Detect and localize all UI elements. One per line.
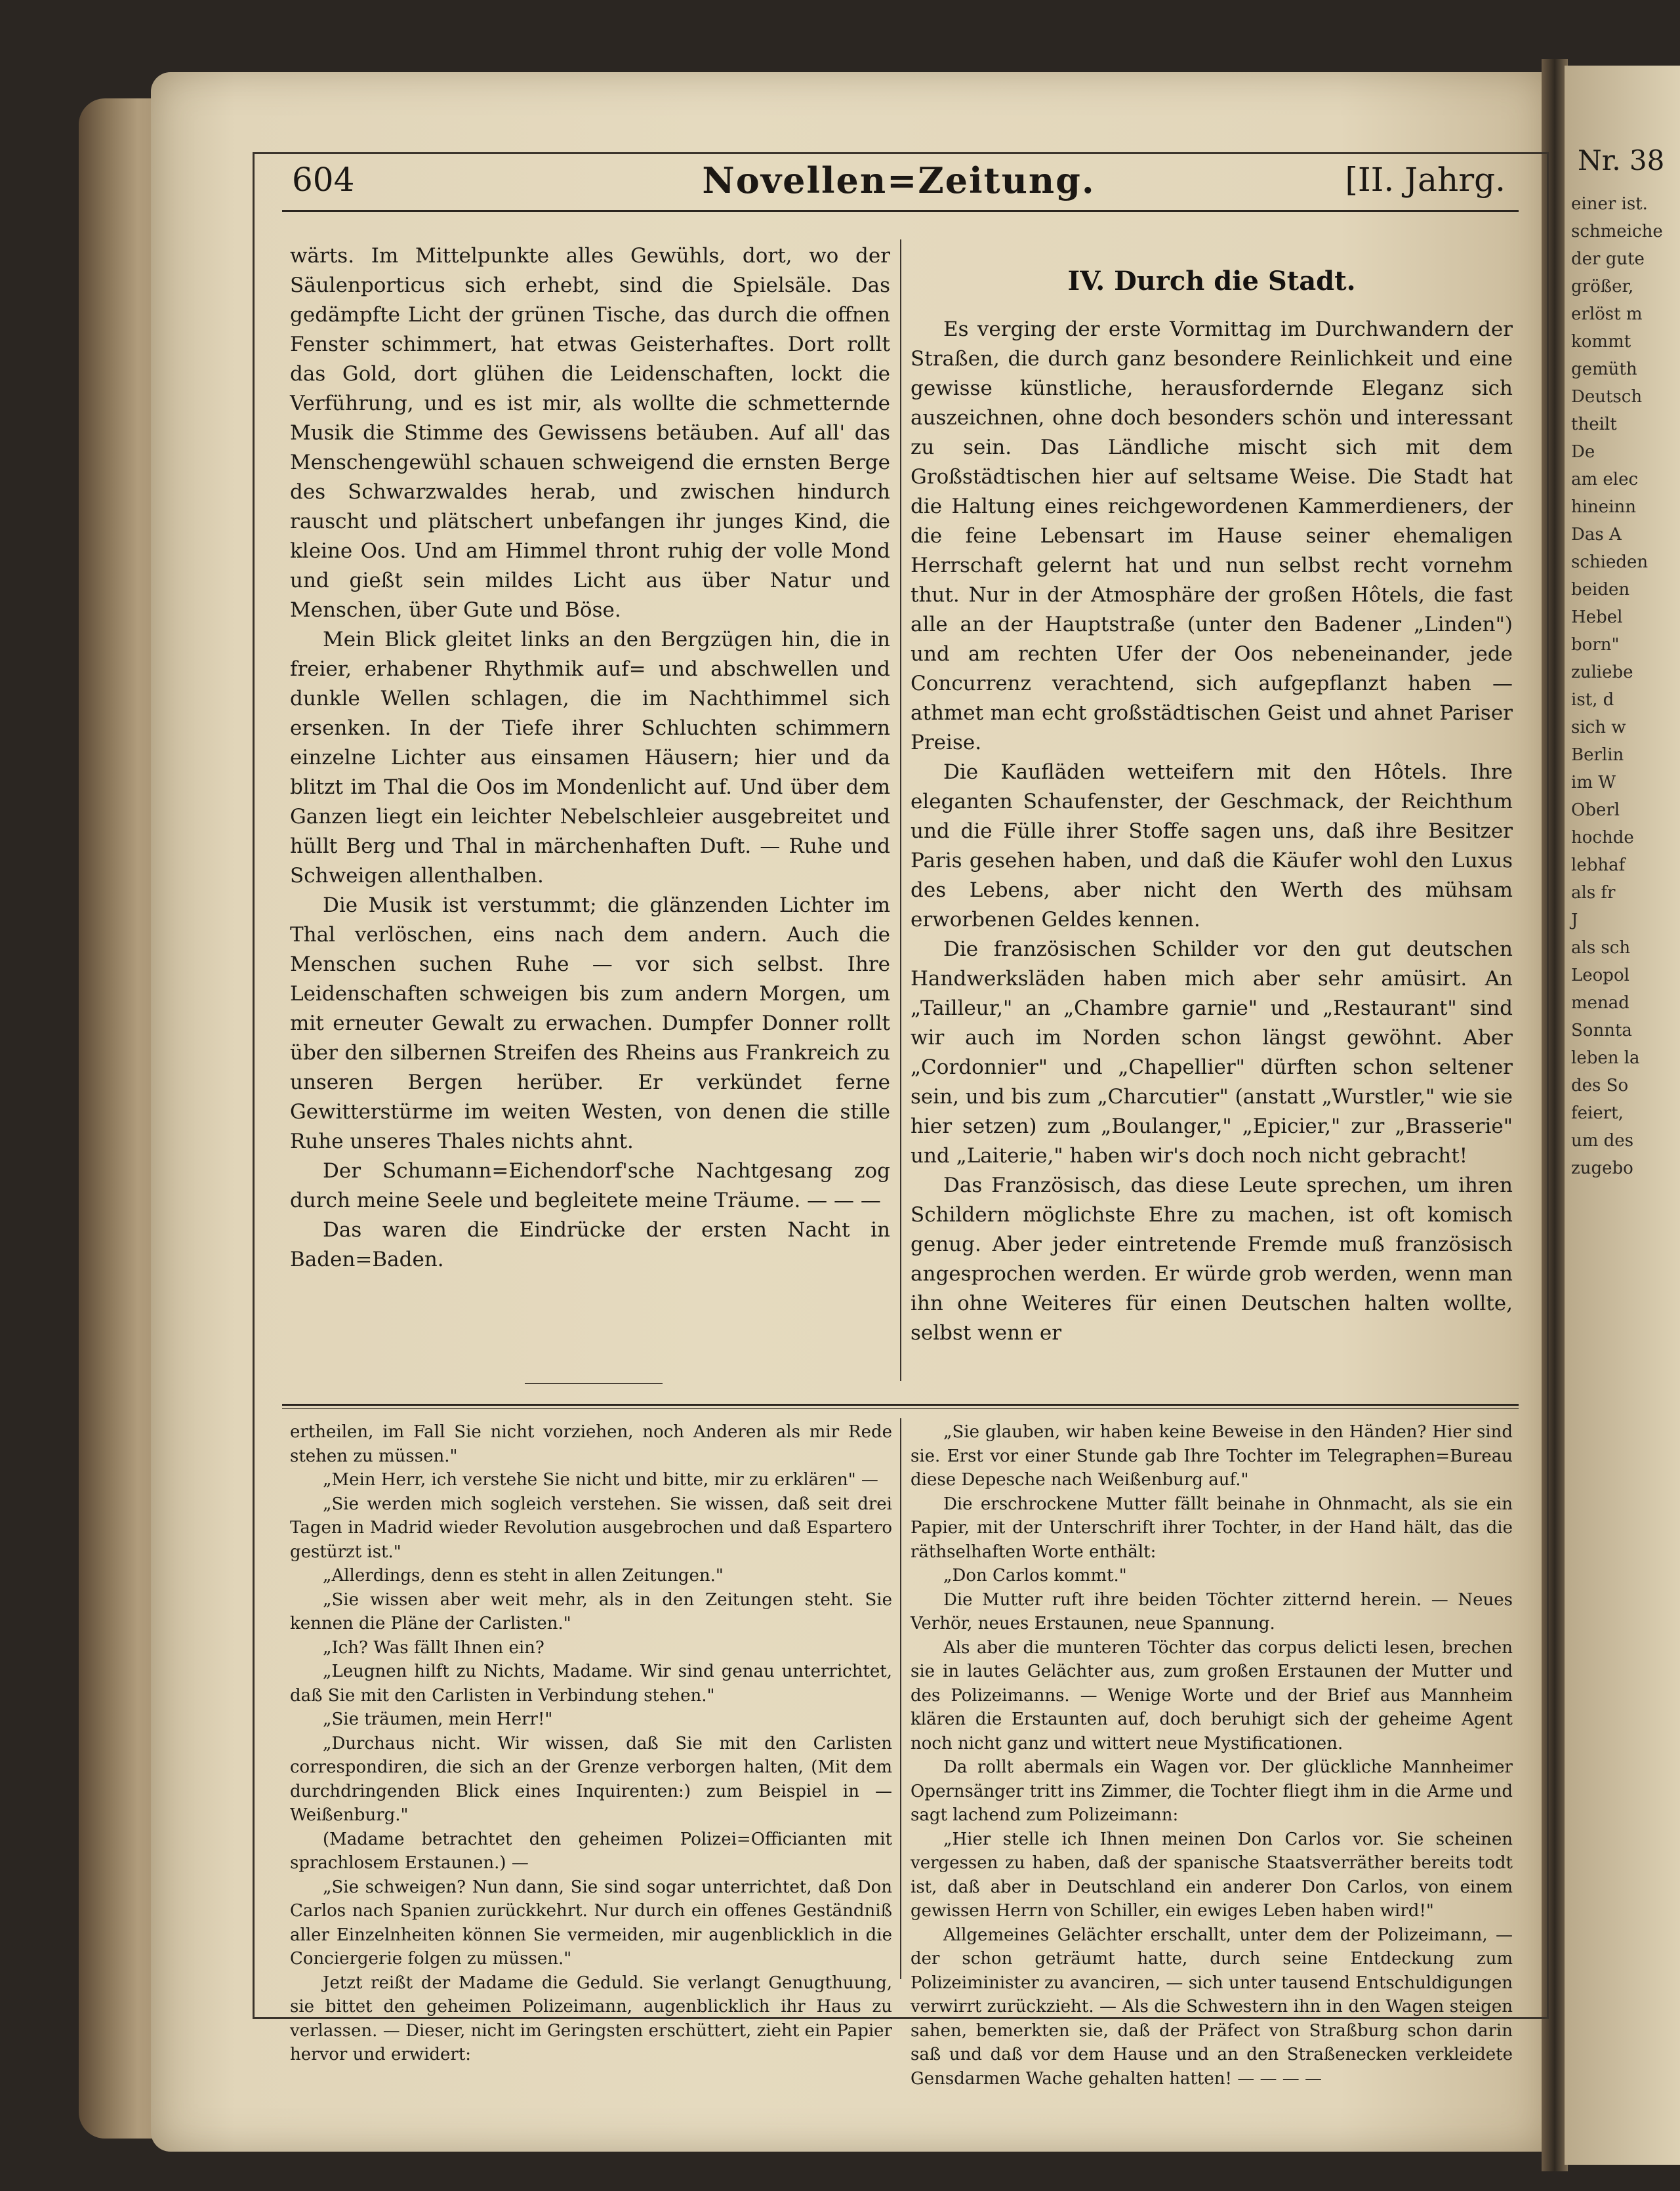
paragraph: „Sie wissen aber weit mehr, als in den Zeitungen steht. Sie kennen die Pläne der Carlisten." — [290, 1589, 892, 1633]
paragraph: „Leugnen hilft zu Nichts, Madame. Wir sind genau unterrichtet, daß Sie mit den Carlisten in Verbindung stehen." — [290, 1662, 892, 1706]
upper-right-column — [911, 315, 1513, 1348]
upper-left-column — [290, 241, 890, 1275]
facing-page-column — [1571, 190, 1676, 1182]
facing-page-heading: Nr. 38 — [1578, 144, 1665, 176]
facing-page-line: J — [1571, 911, 1578, 930]
paragraph: Der Schumann=Eichendorf'sche Nachtgesang zog durch meine Seele und begleitete meine Träume. — — — — [290, 1159, 890, 1212]
facing-page-line: des So — [1571, 1076, 1629, 1096]
paragraph: „Mein Herr, ich verstehe Sie nicht und bitte, mir zu erklären" — — [323, 1470, 878, 1490]
paragraph: Die Musik ist verstummt; die glänzenden Lichter im Thal verlöschen, eins nach dem andern. Auch die Menschen suchen Ruhe — vor sich selbst. Ihre Leidenschaften schweigen bis zum andern Morgen, um mit erneuter Gewalt zu erwachen. Dumpfer Donner rollt über den silbernen Streifen des Rheins aus Frankreich zu unseren Bergen herüber. Er verkündet ferne Gewitterstürme im weiten Westen, von denen die stille Ruhe unseres Thales nichts ahnt. — [290, 893, 890, 1153]
facing-page-line: schieden — [1571, 552, 1649, 572]
facing-page-line: beiden — [1571, 580, 1630, 600]
facing-page-line: zugebo — [1571, 1158, 1633, 1178]
facing-page-fragment — [1565, 66, 1680, 2165]
facing-page-line: hineinn — [1571, 497, 1636, 517]
paragraph: „Sie schweigen? Nun dann, Sie sind sogar unterrichtet, daß Don Carlos nach Spanien zurückkehrt. Nur durch ein offenes Geständniß aller Einzelnheiten können Sie vermeiden, mir augenblicklich in die Conciergerie folgen zu müssen." — [290, 1877, 892, 1969]
facing-page-line: feiert, — [1571, 1103, 1624, 1123]
facing-page-line: hochde — [1571, 828, 1634, 848]
lower-right-column — [911, 1420, 1513, 2091]
paragraph: Die erschrockene Mutter fällt beinahe in Ohnmacht, als sie ein Papier, mit der Unterschrift ihrer Tochter, in der Hand hält, das die räthselhaften Worte enthält: — [911, 1494, 1513, 1562]
facing-page-line: Das A — [1571, 525, 1622, 544]
facing-page-line: Oberl — [1571, 800, 1620, 820]
facing-page-line: Sonnta — [1571, 1021, 1632, 1040]
feuilleton-rule — [282, 1404, 1519, 1406]
facing-page-line: lebhaf — [1571, 855, 1626, 875]
facing-page-line: leben la — [1571, 1048, 1640, 1068]
facing-page-line: im W — [1571, 773, 1616, 792]
paragraph: „Sie glauben, wir haben keine Beweise in den Händen? Hier sind sie. Erst vor einer Stunde gab Ihre Tochter im Telegraphen=Bureau diese Depesche nach Weißenburg auf." — [911, 1422, 1513, 1490]
facing-page-line: erlöst m — [1571, 304, 1643, 324]
facing-page-line: größer, — [1571, 277, 1634, 297]
paragraph: „Sie träumen, mein Herr!" — [323, 1710, 553, 1729]
column-divider — [900, 239, 901, 1381]
facing-page-line: theilt — [1571, 415, 1617, 434]
facing-page-line: um des — [1571, 1131, 1634, 1151]
facing-page-line: der gute — [1571, 249, 1645, 269]
facing-page-line: schmeiche — [1571, 222, 1663, 241]
paragraph: „Sie werden mich sogleich verstehen. Sie wissen, daß seit drei Tagen in Madrid wieder Revolution ausgebrochen und daß Espartero gestürzt ist." — [290, 1494, 892, 1562]
paragraph: Die französischen Schilder vor den gut deutschen Handwerksläden haben mich aber sehr amüsirt. An „Tailleur," an „Chambre garnie" und „Restaurant" sind wir auch im Norden schon längst gewöhnt. Aber „Cordonnier" und „Chapellier" dürften schon seltener sein, und bis zum „Charcutier" (anstatt „Wurstler," wie sie hier setzen) zum „Boulanger," „Epicier," zur „Brasserie" und „Laiterie," haben wir's doch noch nicht gebracht! — [911, 937, 1513, 1168]
paragraph: „Allerdings, denn es steht in allen Zeitungen." — [323, 1566, 724, 1586]
paragraph: Das Französisch, das diese Leute sprechen, um ihren Schildern möglichste Ehre zu machen, ist oft komisch genug. Aber jeder eintretende Fremde muß französisch angesprochen werden. Er würde grob werden, wenn man ihn ohne Weiteres für einen Deutschen halten wollte, selbst wenn er — [911, 1174, 1513, 1345]
facing-page-line: einer ist. — [1571, 194, 1648, 214]
paragraph: Da rollt abermals ein Wagen vor. Der glückliche Mannheimer Opernsänger tritt ins Zimmer, die Tochter fliegt ihm in die Arme und sagt lachend zum Polizeimann: — [911, 1757, 1513, 1825]
facing-page-line: De — [1571, 442, 1595, 462]
paragraph: (Madame betrachtet den geheimen Polizei=Officianten mit sprachlosem Erstaunen.) — — [290, 1829, 892, 1873]
page-header — [292, 161, 1506, 207]
page-number: 604 — [292, 161, 355, 199]
paragraph: Die Kaufläden wetteifern mit den Hôtels. Ihre eleganten Schaufenster, der Geschmack, der Reichthum und die Fülle ihrer Stoffe sagen uns, daß ihre Besitzer Paris gesehen haben, und daß die Käufer wohl den Luxus des Lebens, aber nicht den Werth des mühsam erworbenen Geldes kennen. — [911, 760, 1513, 932]
end-rule — [525, 1383, 663, 1384]
paragraph: „Don Carlos kommt." — [943, 1566, 1127, 1586]
lower-left-column — [290, 1420, 892, 2067]
facing-page-line: kommt — [1571, 332, 1631, 352]
paragraph: „Durchaus nicht. Wir wissen, daß Sie mit den Carlisten correspondiren, die sich an der Grenze verborgen halten, (Mit dem durchdringenden Blick eines Inquirenten:) zum Beispiel in — Weißenburg." — [290, 1733, 892, 1825]
paragraph: Es verging der erste Vormittag im Durchwandern der Straßen, die durch ganz besondere Reinlichkeit und eine gewisse künstliche, herausfordernde Eleganz sich auszeichnen, ohne doch besonders schön und interessant zu sein. Das Ländliche mischt sich mit dem Großstädtischen hier auf seltsame Weise. Die Stadt hat die Haltung eines reichgewordenen Kammerdieners, der die feine Lebensart im Hause seiner ehemaligen Herrschaft gelernt hat und nun selbst recht vornehm thut. Nur in der Atmosphäre der großen Hôtels, die fast alle an der Hauptstraße (unter den Badener „Linden") und am rechten Ufer der Oos nebeneinander, jede Concurrenz verachtend, sich aufgepflanzt haben — athmet man echt großstädtischen Geist und ahnet Pariser Preise. — [911, 317, 1513, 754]
paragraph: Als aber die munteren Töchter das corpus delicti lesen, brechen sie in lautes Gelächter aus, zum großen Erstaunen der Mutter und des Polizeimanns. — Wenige Worte und der Brief aus Mannheim klären die Erstaunten auf, doch beruhigt sich der geheime Agent noch nicht ganz und wittert neue Mystificationen. — [911, 1637, 1513, 1753]
feuilleton-rule-thin — [282, 1408, 1519, 1409]
paragraph: „Ich? Was fällt Ihnen ein? — [323, 1637, 544, 1658]
paragraph: Das waren die Eindrücke der ersten Nacht in Baden=Baden. — [290, 1218, 890, 1271]
facing-page-line: Deutsch — [1571, 387, 1643, 407]
lower-column-divider — [900, 1418, 901, 1979]
facing-page-line: Hebel — [1571, 607, 1623, 627]
paragraph: ertheilen, im Fall Sie nicht vorziehen, noch Anderen als mir Rede stehen zu müssen." — [290, 1422, 892, 1466]
facing-page-line: ist, d — [1571, 690, 1614, 710]
paragraph: wärts. Im Mittelpunkte alles Gewühls, dort, wo der Säulenporticus sich erhebt, sind die Spielsäle. Das gedämpfte Licht der grünen Tische, das durch die offnen Fenster schimmert, hat etwas Geisterhaftes. Dort rollt das Gold, dort glühen die Leidenschaften, lockt die Verführung, und es ist mir, als wollte die schmetternde Musik die Stimme des Gewissens betäuben. Auf all' das Menschengewühl schauen schweigend die ernsten Berge des Schwarzwaldes herab, und zwischen hindurch rauscht und plätschert unbefangen ihr junges Kind, die kleine Oos. Und am Himmel thront ruhig der volle Mond und gießt sein mildes Licht aus über Natur und Menschen, über Gute und Böse. — [290, 244, 890, 622]
volume-year: [II. Jahrg. — [1345, 161, 1506, 199]
facing-page-line: sich w — [1571, 718, 1626, 737]
facing-page-line: Leopol — [1571, 966, 1629, 985]
paragraph: Allgemeines Gelächter erschallt, unter dem der Polizeimann, — der schon geträumt hatte, durch seine Entdeckung zum Polizeiminister zu avanciren, — sich unter tausend Entschuldigungen verwirrt zurückzieht. — Als die Schwestern ihn in den Wagen steigen sahen, bemerkten sie, daß der Präfect von Straßburg schon darin saß und daß vor dem Hause und an den Straßenecken verkleidete Gensdarmen Wache gehalten hatten! — — — — — [911, 1925, 1513, 2089]
paragraph: „Hier stelle ich Ihnen meinen Don Carlos vor. Sie scheinen vergessen zu haben, daß der spanische Staatsverräther bereits todt ist, daß aber in Deutschland ein anderer Don Carlos, von einem gewissen Herrn von Schiller, ein ewiges Leben haben wird!" — [911, 1829, 1513, 1921]
header-rule — [282, 210, 1519, 212]
facing-page-line: menad — [1571, 993, 1629, 1013]
facing-page-line: born" — [1571, 635, 1620, 655]
journal-title: Novellen=Zeitung. — [702, 159, 1096, 201]
facing-page-line: gemüth — [1571, 359, 1637, 379]
paragraph: Mein Blick gleitet links an den Bergzügen hin, die in freier, erhabener Rhythmik auf= und abschwellen und dunkle Wellen schlagen, die im Nachthimmel sich ersenken. In der Tiefe ihrer Schluchten schimmern einzelne Lichter aus einsamen Häusern; hier und da blitzt im Thal die Oos im Mondenlicht auf. Und über dem Ganzen liegt ein leichter Nebelschleier ausgebreitet und hüllt Berg und Thal in märchenhaften Duft. — Ruhe und Schweigen allenthalben. — [290, 628, 890, 888]
facing-page-line: zuliebe — [1571, 663, 1633, 682]
facing-page-line: als fr — [1571, 883, 1616, 903]
section-title: IV. Durch die Stadt. — [1067, 266, 1356, 297]
paragraph: Die Mutter ruft ihre beiden Töchter zitternd herein. — Neues Verhör, neues Erstaunen, neue Spannung. — [911, 1589, 1513, 1633]
facing-page-line: am elec — [1571, 470, 1639, 489]
paragraph: Jetzt reißt der Madame die Geduld. Sie verlangt Genugthuung, sie bittet den geheimen Polizeimann, augenblicklich ihr Haus zu verlassen. — Dieser, nicht im Geringsten erschüttert, zieht ein Papier hervor und erwidert: — [290, 1973, 892, 2064]
facing-page-line: als sch — [1571, 938, 1631, 958]
facing-page-line: Berlin — [1571, 745, 1624, 765]
